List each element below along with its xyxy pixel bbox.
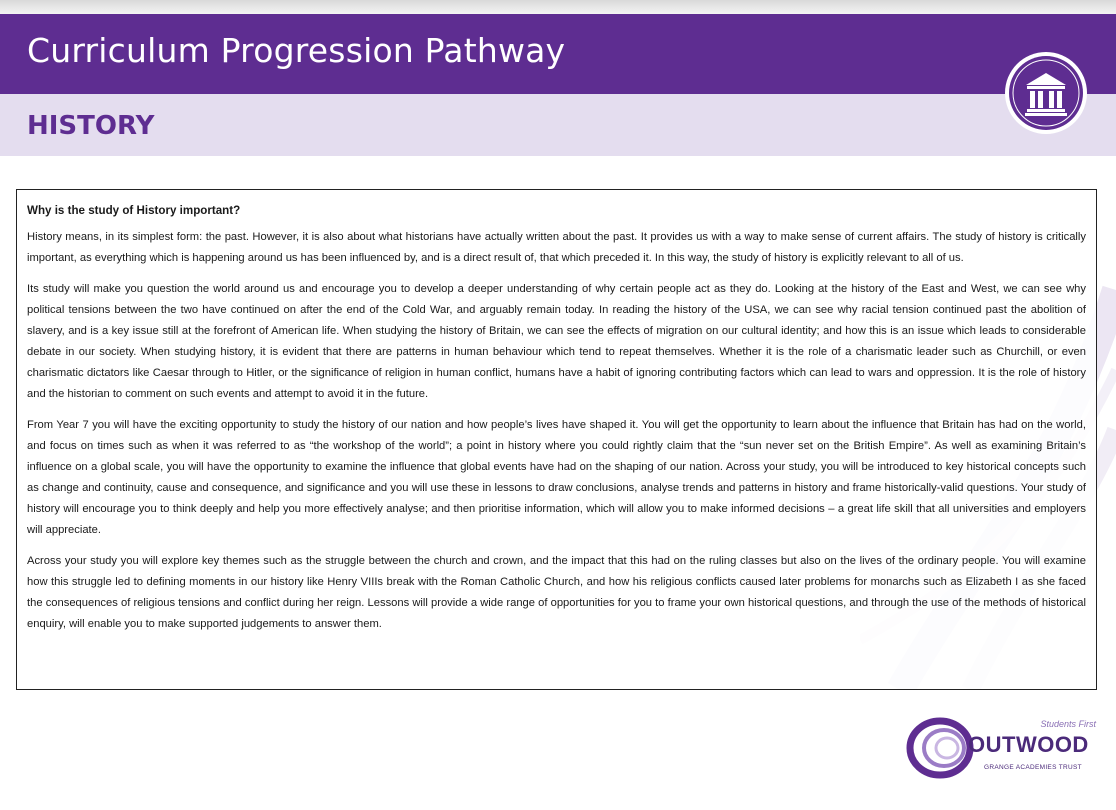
subject-bar <box>0 94 1116 156</box>
subject-title: HISTORY <box>27 111 155 141</box>
outwood-logo <box>906 716 1096 780</box>
paragraph: Across your study you will explore key themes such as the struggle between the church and crown, and the impact that this had on the ruling classes but also on the lives of the ordinary people. You will examine how this struggle led to defining moments in our history like Henry VIIIs break with the Roman Catholic Church, and how his religious conflicts caused later problems for monarchs such as Elizabeth I as she faced the consequences of religious tensions and conflict during her reign. Lessons will provide a wide range of opportunities for you to frame your own historical questions, and through the use of the methods of historical enquiry, will enable you to make supported judgements to answer them. <box>27 555 1086 630</box>
paragraph: From Year 7 you will have the exciting opportunity to study the history of our nation and how people’s lives have shaped it. You will get the opportunity to learn about the influence that Britain has had on the world, and focus on times such as when it was referred to as “the workshop of the world”; a point in history where you could rightly claim that the “sun never set on the British Empire”. As well as examining Britain’s influence on a global scale, you will have the opportunity to examine the influence that global events have had on the shaping of our nation. Across your study, you will be introduced to key historical concepts such as change and continuity, cause and consequence, and significance and you will use these in lessons to draw conclusions, analyse trends and patterns in history and frame historically-valid questions. Your study of history will encourage you to think deeply and help you more effectively analyse; and then prioritise information, which will allow you to make informed decisions – a great life skill that all universities and employers will appreciate. <box>27 419 1086 536</box>
logo-ring-icon <box>906 716 976 780</box>
content-heading: Why is the study of History important? <box>27 204 241 217</box>
content-box <box>16 189 1097 690</box>
logo-tagline: Students First <box>1040 719 1096 729</box>
paragraph: Its study will make you question the world around us and encourage you to develop a deeper understanding of why certain people act as they do. Looking at the history of the East and West, we can see why political tensions between the two have continued on after the end of the Cold War, and arguably remain today. In reading the history of the USA, we can see why racial tension continued past the abolition of slavery, and is a key issue still at the forefront of American life. When studying the history of Britain, we can see the effects of migration on our cultural identity; and how this is an issue which leads to considerable debate in our society. When studying history, it is evident that there are patterns in human behaviour which tend to repeat themselves. Whether it is the role of a charismatic leader such as Churchill, or even charismatic dictators like Caesar through to Hitler, or the significance of religion in human conflict, humans have a habit of ignoring contributing factors which can lead to wars and oppression. It is the role of history and the historian to comment on such events and attempt to avoid it in the future. <box>27 283 1086 400</box>
pillared-building-icon <box>1004 51 1088 135</box>
banner-title: Curriculum Progression Pathway <box>27 31 566 70</box>
top-strip <box>0 0 1116 14</box>
paragraph: History means, in its simplest form: the past. However, it is also about what historians have actually written about the past. It provides us with a way to make sense of current affairs. The study of history is critically important, as everything which is happening around us has been influenced by, and is a direct result of, that which preceded it. In this way, the study of history is explicitly relevant to all of us. <box>27 231 1086 264</box>
logo-name: OUTWOOD <box>968 732 1089 757</box>
logo-subname: GRANGE ACADEMIES TRUST <box>984 764 1082 771</box>
